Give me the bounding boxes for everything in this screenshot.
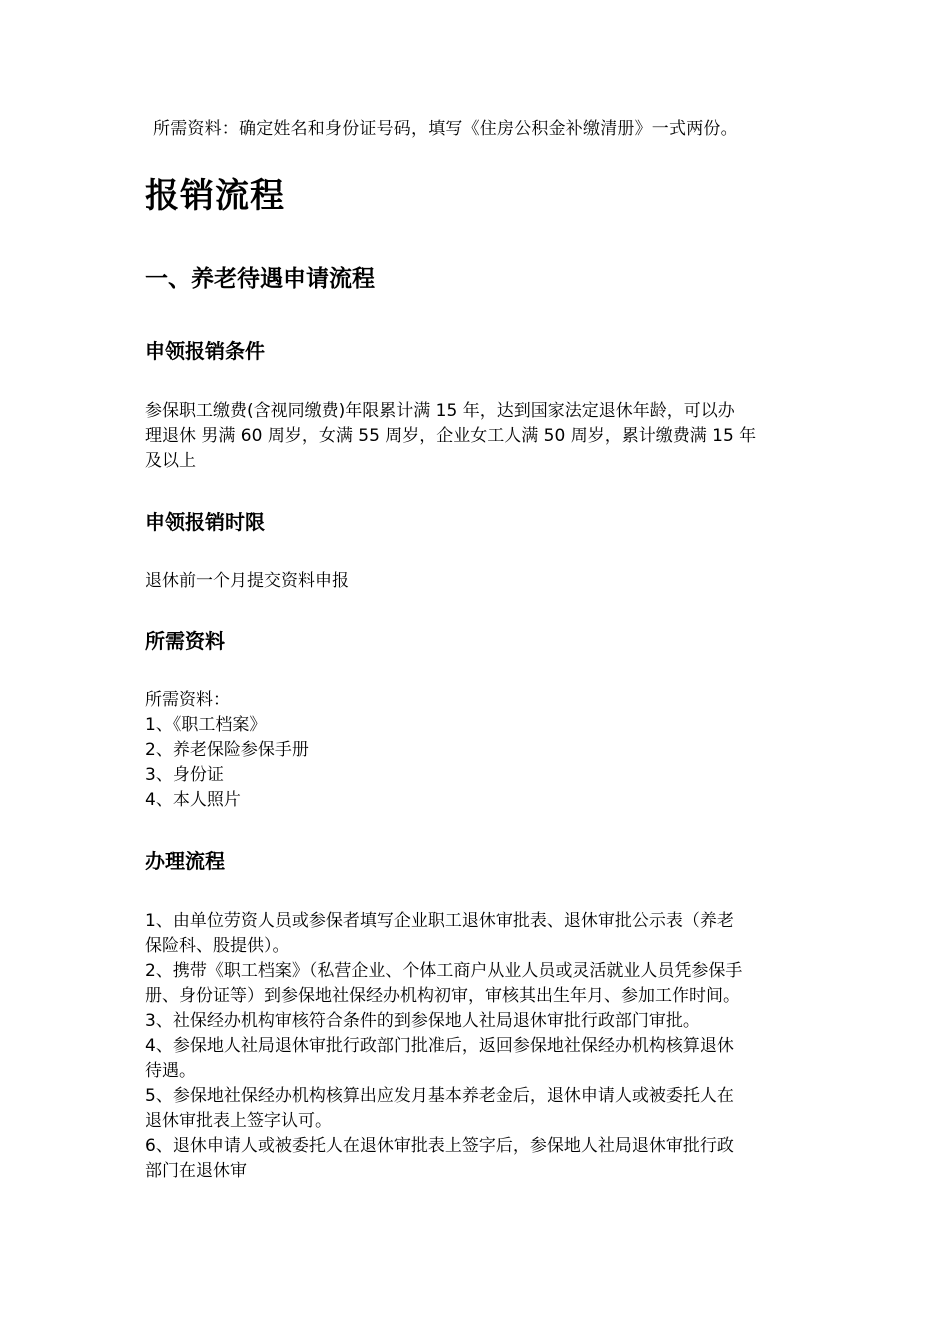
- process-line: 2、携带《职工档案》（私营企业、个体工商户从业人员或灵活就业人员凭参保手: [145, 961, 743, 981]
- process-line: 3、社保经办机构审核符合条件的到参保地人社局退休审批行政部门审批。: [145, 1011, 700, 1031]
- main-heading: 报销流程: [145, 176, 285, 216]
- process-line: 保险科、股提供）。: [145, 936, 290, 956]
- process-line: 6、退休申请人或被委托人在退休审批表上签字后，参保地人社局退休审批行政: [145, 1136, 734, 1156]
- process-paragraph: [145, 909, 810, 1184]
- process-line: 部门在退休审: [145, 1161, 247, 1181]
- conditions-heading: 申领报销条件: [145, 339, 265, 363]
- list-item: 3、身份证: [145, 765, 224, 785]
- conditions-line: 理退休 男满 60 周岁，女满 55 周岁，企业女工人满 50 周岁，累计缴费满 15 年: [145, 426, 757, 446]
- list-item: 4、本人照片: [145, 790, 241, 810]
- materials-list: [145, 688, 810, 813]
- materials-heading: 所需资料: [145, 629, 225, 653]
- process-heading: 办理流程: [145, 849, 225, 873]
- list-item: 2、养老保险参保手册: [145, 740, 309, 760]
- intro-line: 所需资料：确定姓名和身份证号码，填写《住房公积金补缴清册》一式两份。: [153, 119, 738, 139]
- process-line: 4、参保地人社局退休审批行政部门批准后，返回参保地社保经办机构核算退休: [145, 1036, 734, 1056]
- process-line: 待遇。: [145, 1061, 196, 1081]
- time-limit-text: 退休前一个月提交资料申报: [145, 571, 349, 591]
- section-heading: 一、养老待遇申请流程: [145, 266, 375, 292]
- time-limit-heading: 申领报销时限: [145, 510, 265, 534]
- list-item: 所需资料：: [145, 690, 230, 710]
- process-line: 退休审批表上签字认可。: [145, 1111, 332, 1131]
- conditions-line: 参保职工缴费(含视同缴费)年限累计满 15 年，达到国家法定退休年龄，可以办: [145, 401, 735, 421]
- process-line: 5、参保地社保经办机构核算出应发月基本养老金后，退休申请人或被委托人在: [145, 1086, 734, 1106]
- time-limit-paragraph: [145, 569, 810, 594]
- conditions-line: 及以上: [145, 451, 196, 471]
- list-item: 1、《职工档案》: [145, 715, 267, 735]
- process-line: 册、身份证等）到参保地社保经办机构初审，审核其出生年月、参加工作时间。: [145, 986, 740, 1006]
- conditions-paragraph: [145, 399, 810, 474]
- process-line: 1、由单位劳资人员或参保者填写企业职工退休审批表、退休审批公示表（养老: [145, 911, 734, 931]
